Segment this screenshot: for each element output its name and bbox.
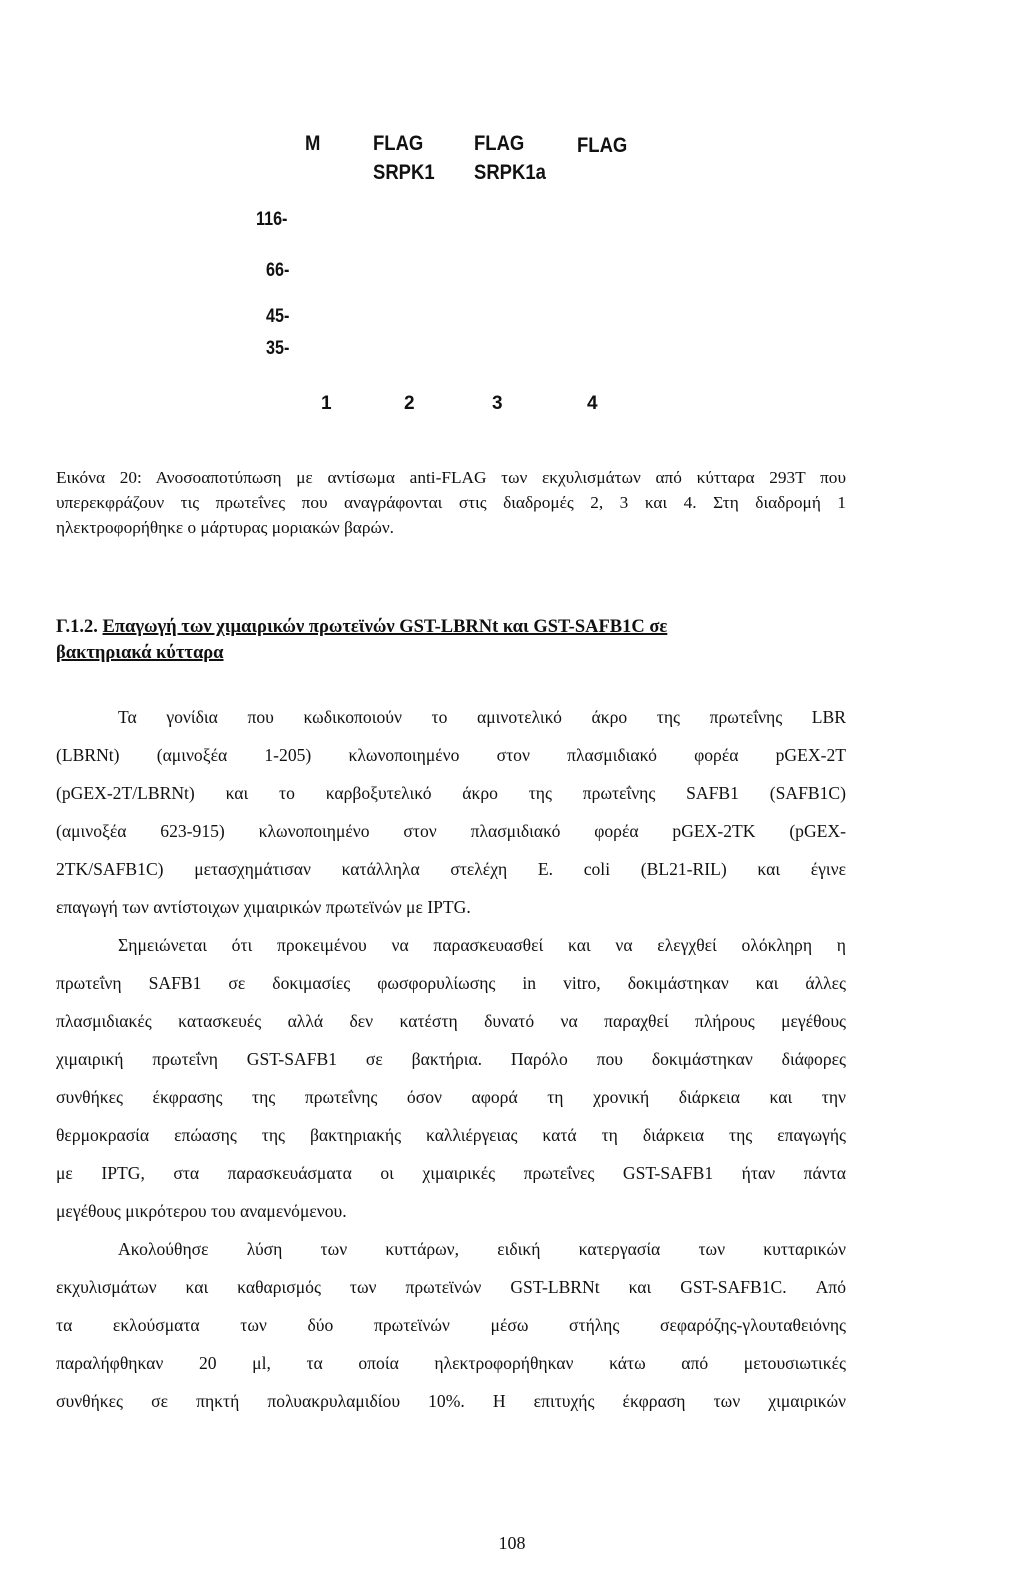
text-line: Ακολούθησε λύση των κυττάρων, ειδική κατεργασία των κυτταρικών — [118, 1239, 846, 1259]
caption-line: Εικόνα 20: Ανοσοαποτύπωση με αντίσωμα anti-FLAG των εκχυλισμάτων από κύτταρα 293T που — [56, 468, 846, 487]
lane-header-2: FLAG — [373, 132, 424, 155]
lane-header-3-sub: SRPK1a — [474, 161, 546, 184]
text-line: 2TK/SAFB1C) μετασχημάτισαν κατάλληλα στελέχη E. coli (BL21-RIL) και έγινε — [56, 859, 846, 879]
text-line: με IPTG, στα παρασκευάσματα οι χιμαιρικές πρωτεΐνες GST-SAFB1 ήταν πάντα — [56, 1163, 846, 1183]
page-number: 108 — [498, 1533, 526, 1553]
lane-header-1: M — [305, 132, 321, 155]
lane-number-3: 3 — [492, 393, 503, 414]
section-title-line2: βακτηριακά κύτταρα — [56, 643, 224, 663]
marker-45: 45- — [266, 306, 290, 327]
caption-line: υπερεκφράζουν τις πρωτεΐνες που αναγράφονται στις διαδρομές 2, 3 και 4. Στη διαδρομή 1 — [56, 493, 846, 512]
text-line: θερμοκρασία επώασης της βακτηριακής καλλιέργειας κατά τη διάρκεια της επαγωγής — [56, 1125, 846, 1145]
text-line: (LBRNt) (αμινοξέα 1-205) κλωνοποιημένο στον πλασμιδιακό φορέα pGEX-2T — [56, 745, 846, 765]
western-blot-figure — [0, 0, 1024, 420]
section-number: Γ.1.2. — [56, 617, 98, 637]
text-line: χιμαιρική πρωτεΐνη GST-SAFB1 σε βακτήρια. Παρόλο που δοκιμάστηκαν διάφορες — [56, 1049, 846, 1069]
section-title-line1: Επαγωγή των χιμαιρικών πρωτεϊνών GST-LBRNt και GST-SAFB1C σε — [102, 617, 668, 637]
paragraph-2 — [56, 926, 846, 1230]
lane-header-2-sub: SRPK1 — [373, 161, 435, 184]
text-line: (pGEX-2T/LBRNt) και το καρβοξυτελικό άκρο της πρωτεΐνης SAFB1 (SAFB1C) — [56, 783, 846, 803]
lane-number-1: 1 — [321, 393, 332, 414]
text-line: πλασμιδιακές κατασκευές αλλά δεν κατέστη δυνατό να παραχθεί πλήρους μεγέθους — [56, 1011, 846, 1031]
text-line: μεγέθους μικρότερου του αναμενόμενου. — [56, 1201, 347, 1221]
text-line: επαγωγή των αντίστοιχων χιμαιρικών πρωτεϊνών με IPTG. — [56, 897, 471, 917]
marker-35: 35- — [266, 338, 290, 359]
figure-caption — [56, 465, 846, 540]
lane-header-3: FLAG — [474, 132, 525, 155]
text-line: συνθήκες έκφρασης της πρωτεΐνης όσον αφορά τη χρονική διάρκεια και την — [56, 1087, 846, 1107]
marker-116: 116- — [256, 209, 288, 230]
paragraph-1 — [56, 698, 846, 926]
paragraph-3 — [56, 1230, 846, 1420]
text-line: εκχυλισμάτων και καθαρισμός των πρωτεϊνών GST-LBRNt και GST-SAFB1C. Από — [56, 1277, 846, 1297]
text-line: παραλήφθηκαν 20 μl, τα οποία ηλεκτροφορήθηκαν κάτω από μετουσιωτικές — [56, 1353, 846, 1373]
caption-line: ηλεκτροφορήθηκε ο μάρτυρας μοριακών βαρών. — [56, 518, 394, 537]
text-line: (αμινοξέα 623-915) κλωνοποιημένο στον πλασμιδιακό φορέα pGEX-2TK (pGEX- — [56, 821, 846, 841]
text-line: τα εκλούσματα των δύο πρωτεϊνών μέσω στήλης σεφαρόζης-γλουταθειόνης — [56, 1315, 846, 1335]
text-line: συνθήκες σε πηκτή πολυακρυλαμιδίου 10%. Η επιτυχής έκφραση των χιμαιρικών — [56, 1391, 846, 1411]
marker-66: 66- — [266, 260, 290, 281]
text-line: Σημειώνεται ότι προκειμένου να παρασκευασθεί και να ελεγχθεί ολόκληρη η — [118, 935, 846, 955]
text-line: Τα γονίδια που κωδικοποιούν το αμινοτελικό άκρο της πρωτεΐνης LBR — [118, 707, 846, 727]
text-line: πρωτεΐνη SAFB1 σε δοκιμασίες φωσφορυλίωσης in vitro, δοκιμάστηκαν και άλλες — [56, 973, 846, 993]
lane-header-4: FLAG — [577, 134, 628, 157]
lane-number-2: 2 — [404, 393, 415, 414]
lane-number-4: 4 — [587, 393, 598, 414]
section-heading — [56, 614, 856, 666]
